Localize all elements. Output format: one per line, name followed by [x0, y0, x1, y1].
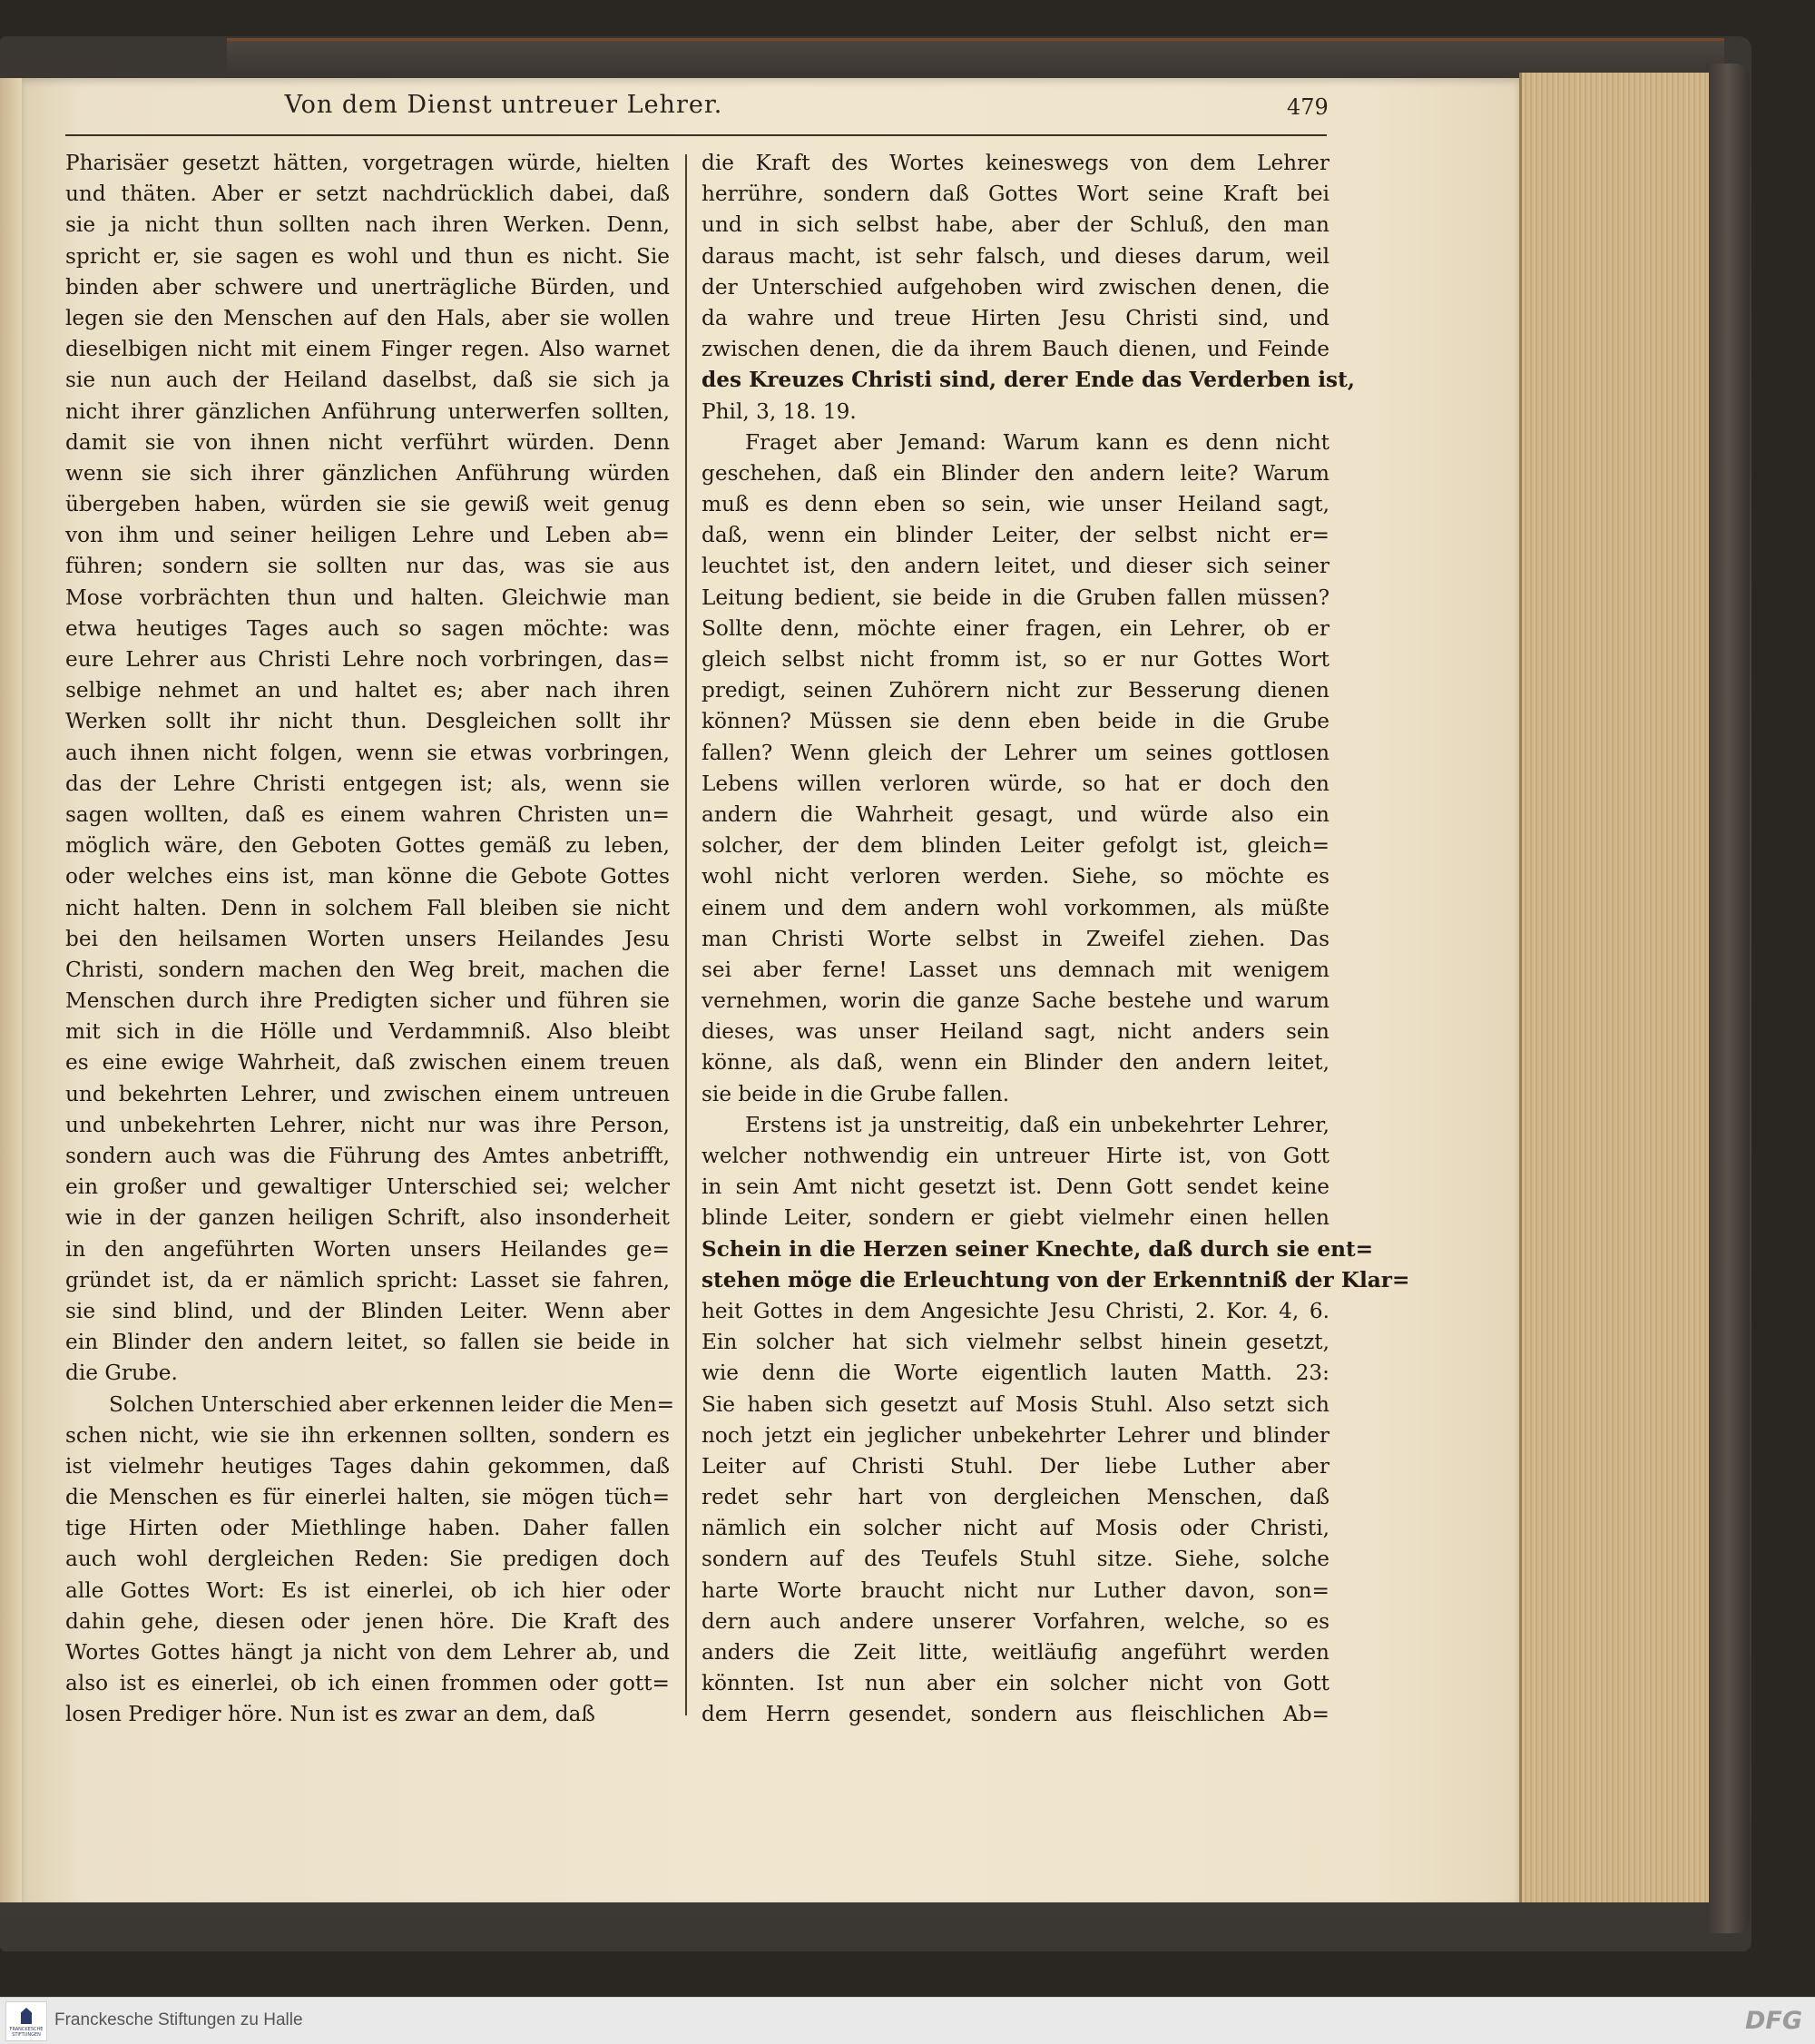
- text-line: Schein in die Herzen seiner Knechte, daß durch sie ent=: [701, 1236, 1374, 1262]
- text-line: sie nun auch der Heiland daselbst, daß sie sich ja: [65, 368, 670, 393]
- text-line: daraus macht, ist sehr falsch, und dieses darum, weil: [701, 243, 1329, 269]
- text-line: blinde Leiter, sondern er giebt vielmehr einen hellen: [701, 1205, 1329, 1231]
- text-line: das der Lehre Christi entgegen ist; als, wenn sie: [65, 771, 670, 796]
- text-line: sondern auf des Teufels Stuhl sitze. Siehe, solche: [701, 1547, 1329, 1572]
- text-line: man Christi Worte selbst in Zweifel ziehen. Das: [701, 926, 1329, 951]
- text-line: leuchtet ist, den andern leitet, und dieser sich seiner: [701, 554, 1329, 579]
- text-line: Ein solcher hat sich vielmehr selbst hinein gesetzt,: [701, 1330, 1329, 1355]
- text-line: tige Hirten oder Miethlinge haben. Daher fallen: [65, 1516, 670, 1541]
- text-line: möglich wäre, den Geboten Gottes gemäß zu leben,: [65, 833, 670, 859]
- text-line: vernehmen, worin die ganze Sache bestehe und warum: [701, 988, 1329, 1014]
- text-line: die Menschen es für einerlei halten, sie mögen tüch=: [65, 1485, 670, 1510]
- text-line: mit sich in die Hölle und Verdammniß. Also bleibt: [65, 1019, 670, 1045]
- text-line: dieses, was unser Heiland sagt, nicht anders sein: [701, 1019, 1329, 1045]
- text-line: schen nicht, wie sie ihn erkennen sollten, sondern es: [65, 1422, 670, 1448]
- text-line: sie sind blind, und der Blinden Leiter. Wenn aber: [65, 1298, 670, 1323]
- text-line: legen sie den Menschen auf den Hals, aber sie wollen: [65, 305, 670, 330]
- book-cover-top-edge: [227, 38, 1724, 77]
- text-line: in sein Amt nicht gesetzt ist. Denn Gott sendet keine: [701, 1174, 1329, 1200]
- text-line: Werken sollt ihr nicht thun. Desgleichen sollt ihr: [65, 709, 670, 734]
- text-line: bei den heilsamen Worten unsers Heilandes Jesu: [65, 926, 670, 951]
- text-line: harte Worte braucht nicht nur Luther davon, son=: [701, 1577, 1329, 1603]
- text-line: dem Herrn gesendet, sondern aus fleischlichen Ab=: [701, 1702, 1329, 1727]
- text-line: da wahre und treue Hirten Jesu Christi sind, und: [701, 305, 1329, 330]
- funder-logo: DFG: [1744, 2007, 1802, 2035]
- text-line: und thäten. Aber er setzt nachdrücklich dabei, daß: [65, 182, 670, 207]
- text-line: wohl nicht verloren werden. Siehe, so möchte es: [701, 864, 1329, 889]
- text-line: dern auch andere unserer Vorfahren, welche, so es: [701, 1608, 1329, 1634]
- text-line: zwischen denen, die da ihrem Bauch dienen, und Feinde: [701, 337, 1329, 362]
- text-line: Mose vorbrächten thun und halten. Gleichwie man: [65, 585, 670, 610]
- text-line: übergeben haben, würden sie sie gewiß weit genug: [65, 492, 670, 517]
- text-line: herrühre, sondern daß Gottes Wort seine Kraft bei: [701, 182, 1329, 207]
- text-line: dahin gehe, diesen oder jenen höre. Die Kraft des: [65, 1608, 670, 1634]
- text-line: redet sehr hart von dergleichen Menschen, daß: [701, 1485, 1329, 1510]
- text-line: dieselbigen nicht mit einem Finger regen. Also warnet: [65, 337, 670, 362]
- text-line: können? Müssen sie denn eben beide in die Grube: [701, 709, 1329, 734]
- text-line: ein Blinder den andern leitet, so fallen sie beide in: [65, 1330, 670, 1355]
- text-line: wie in der ganzen heiligen Schrift, also insonderheit: [65, 1205, 670, 1231]
- text-line: nämlich ein solcher nicht auf Mosis oder Christi,: [701, 1516, 1329, 1541]
- text-line: ein großer und gewaltiger Unterschied sei; welcher: [65, 1174, 670, 1200]
- text-line: eure Lehrer aus Christi Lehre noch vorbringen, das=: [65, 647, 670, 672]
- text-line: heit Gottes in dem Angesichte Jesu Christi, 2. Kor. 4, 6.: [701, 1298, 1329, 1323]
- running-head: Von dem Dienst untreuer Lehrer.: [284, 91, 723, 119]
- text-line: Wortes Gottes hängt ja nicht von dem Lehrer ab, und: [65, 1640, 670, 1665]
- text-line: Pharisäer gesetzt hätten, vorgetragen würde, hielten: [65, 151, 670, 175]
- text-line: daß, wenn ein blinder Leiter, der selbst nicht er=: [701, 523, 1329, 548]
- column-divider: [685, 154, 687, 1715]
- facing-page-edge: [0, 78, 22, 1902]
- text-line: Leitung bedient, sie beide in die Gruben fallen müssen?: [701, 585, 1329, 610]
- text-line: auch wohl dergleichen Reden: Sie predigen doch: [65, 1547, 670, 1572]
- text-line: Sie haben sich gesetzt auf Mosis Stuhl. Also setzt sich: [701, 1391, 1329, 1417]
- book-page-edges: [1519, 73, 1709, 1902]
- text-line: nicht ihrer gänzlichen Anführung unterwerfen sollten,: [65, 398, 670, 424]
- text-line: die Kraft des Wortes keineswegs von dem Lehrer: [701, 151, 1329, 175]
- text-line: die Grube.: [65, 1361, 178, 1386]
- text-line: der Unterschied aufgehoben wird zwischen denen, die: [701, 274, 1329, 300]
- text-line: von ihm und seiner heiligen Lehre und Leben ab=: [65, 523, 670, 548]
- text-line: sei aber ferne! Lasset uns demnach mit wenigem: [701, 957, 1329, 982]
- text-line: gleich selbst nicht fromm ist, so er nur Gottes Wort: [701, 647, 1329, 672]
- text-column-right: [701, 148, 1410, 1731]
- text-line: noch jetzt ein jeglicher unbekehrter Lehrer und blinder: [701, 1422, 1329, 1448]
- text-line: sie ja nicht thun sollten nach ihren Werken. Denn,: [65, 212, 670, 238]
- text-line: andern die Wahrheit gesagt, und würde also ein: [701, 801, 1329, 827]
- text-line: fallen? Wenn gleich der Lehrer um seines gottlosen: [701, 740, 1329, 765]
- text-line: Phil, 3, 18. 19.: [701, 398, 857, 424]
- text-line: und in sich selbst habe, aber der Schluß, den man: [701, 212, 1329, 238]
- viewer-footer: [0, 1997, 1815, 2044]
- text-line: etwa heutiges Tages auch so sagen möchte: was: [65, 615, 670, 641]
- text-line: und unbekehrten Lehrer, nicht nur was ihre Person,: [65, 1112, 670, 1137]
- text-line: wie denn die Worte eigentlich lauten Matth. 23:: [701, 1361, 1329, 1386]
- institution-logo: [5, 2001, 47, 2041]
- text-line: wenn sie sich ihrer gänzlichen Anführung würden: [65, 460, 670, 486]
- text-line: des Kreuzes Christi sind, derer Ende das Verderben ist,: [701, 368, 1355, 393]
- text-line: muß es denn eben so sein, wie unser Heiland sagt,: [701, 492, 1329, 517]
- text-line: selbige nehmet an und haltet es; aber nach ihren: [65, 678, 670, 703]
- text-line: also ist es einerlei, ob ich einen frommen oder gott=: [65, 1671, 670, 1696]
- text-line: Erstens ist ja unstreitig, daß ein unbekehrter Lehrer,: [745, 1112, 1329, 1137]
- text-line: Menschen durch ihre Predigten sicher und führen sie: [65, 988, 670, 1014]
- text-line: Leiter auf Christi Stuhl. Der liebe Luther aber: [701, 1453, 1329, 1479]
- text-line: solcher, der dem blinden Leiter gefolgt ist, gleich=: [701, 833, 1329, 859]
- text-line: ist vielmehr heutiges Tages dahin gekommen, daß: [65, 1453, 670, 1479]
- text-line: führen; sondern sie sollten nur das, was sie aus: [65, 554, 670, 579]
- text-line: in den angeführten Worten unsers Heilandes ge=: [65, 1236, 670, 1262]
- text-line: losen Prediger höre. Nun ist es zwar an dem, daß: [65, 1702, 595, 1727]
- text-line: sie beide in die Grube fallen.: [701, 1081, 1010, 1106]
- building-icon: [21, 2008, 32, 2024]
- text-line: einem und dem andern wohl vorkommen, als müßte: [701, 895, 1329, 920]
- text-line: könnten. Ist nun aber ein solcher nicht von Gott: [701, 1671, 1329, 1696]
- text-line: gründet ist, da er nämlich spricht: Lasset sie fahren,: [65, 1267, 670, 1292]
- text-line: binden aber schwere und unerträgliche Bürden, und: [65, 274, 670, 300]
- page-number: 479: [1287, 94, 1329, 120]
- text-line: Sollte denn, möchte einer fragen, ein Lehrer, ob er: [701, 615, 1329, 641]
- text-line: Lebens willen verloren würde, so hat er doch den: [701, 771, 1329, 796]
- text-line: sondern auch was die Führung des Amtes anbetrifft,: [65, 1144, 670, 1168]
- text-line: sagen wollten, daß es einem wahren Christen un=: [65, 801, 670, 827]
- text-line: es eine ewige Wahrheit, daß zwischen einem treuen: [65, 1050, 670, 1076]
- text-line: stehen möge die Erleuchtung von der Erkenntniß der Klar=: [701, 1267, 1410, 1292]
- text-line: predigt, seinen Zuhörern nicht zur Besserung dienen: [701, 678, 1329, 703]
- text-column-left: [65, 148, 675, 1731]
- text-line: Solchen Unterschied aber erkennen leider die Men=: [109, 1391, 675, 1417]
- text-line: alle Gottes Wort: Es ist einerlei, ob ich hier oder: [65, 1577, 670, 1603]
- text-line: damit sie von ihnen nicht verführt würden. Denn: [65, 429, 670, 455]
- text-line: welcher nothwendig ein untreuer Hirte ist, von Gott: [701, 1144, 1329, 1168]
- text-line: oder welches eins ist, man könne die Gebote Gottes: [65, 864, 670, 889]
- text-line: Fraget aber Jemand: Warum kann es denn nicht: [745, 429, 1329, 455]
- header-rule: [65, 134, 1327, 136]
- text-line: anders die Zeit litte, weitläufig angeführt werden: [701, 1640, 1329, 1665]
- text-line: Christi, sondern machen den Weg breit, machen die: [65, 957, 670, 982]
- institution-name: Franckesche Stiftungen zu Halle: [54, 2010, 303, 2029]
- book-cover-right-edge: [1706, 64, 1750, 1933]
- text-line: nicht halten. Denn in solchem Fall bleiben sie nicht: [65, 895, 670, 920]
- logo-text: FRANCKESCHE STIFTUNGEN: [9, 2027, 44, 2038]
- text-line: und bekehrten Lehrer, und zwischen einem untreuen: [65, 1081, 670, 1106]
- text-line: auch ihnen nicht folgen, wenn sie etwas vorbringen,: [65, 740, 670, 765]
- text-line: geschehen, daß ein Blinder den andern leite? Warum: [701, 460, 1329, 486]
- text-line: spricht er, sie sagen es wohl und thun es nicht. Sie: [65, 243, 670, 269]
- text-line: könne, als daß, wenn ein Blinder den andern leitet,: [701, 1050, 1329, 1076]
